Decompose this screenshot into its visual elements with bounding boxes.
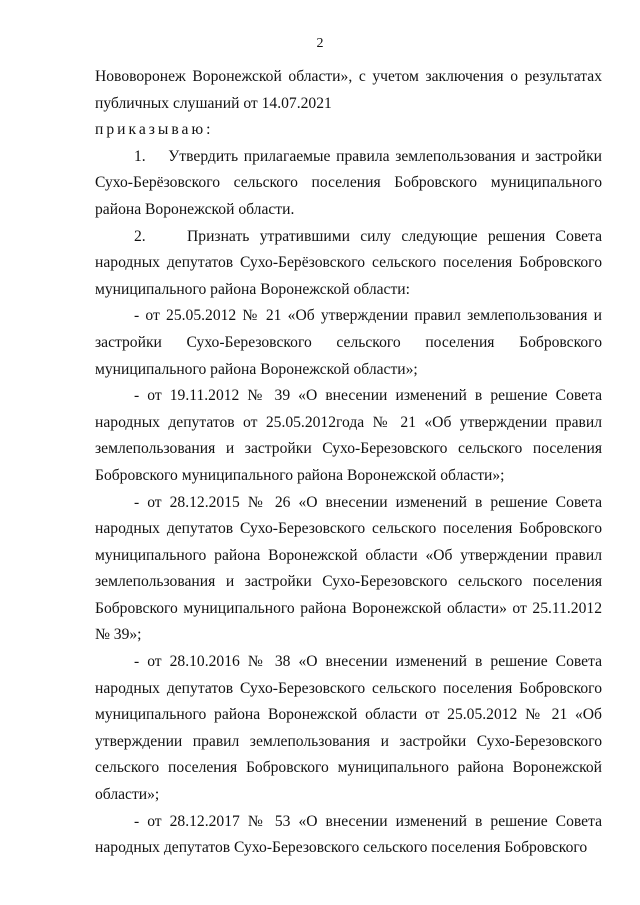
page-number: 2: [316, 36, 324, 51]
repealed-decision-2017-12-28: - от 28.12.2017 № 53 «О внесении изменений в решение Совета народных депутатов Сухо-Березовского сельского поселения Бобровского: [95, 812, 602, 857]
item-2-paragraph: 2. Признать утратившими силу следующие решения Совета народных депутатов Сухо-Берёзовского сельского поселения Бобровского муниципального района Воронежской области:: [95, 227, 602, 298]
order-heading: приказываю:: [95, 121, 214, 139]
repealed-decision-2015-12-28: - от 28.12.2015 № 26 «О внесении изменений в решение Совета народных депутатов Сухо-Березовского сельского поселения Бобровского муниципального района Воронежской области «Об утверждении правил землепользования и застройки Сухо-Березовского сельского поселения Бобровского муниципального района Воронежской области» от 25.11.2012 № 39»;: [95, 493, 602, 644]
document-body: [95, 64, 602, 862]
item-1-paragraph: 1. Утвердить прилагаемые правила землепользования и застройки Сухо-Берёзовского сельского поселения Бобровского муниципального района Воронежской области.: [95, 147, 602, 218]
repealed-decision-2016-10-28: - от 28.10.2016 № 38 «О внесении изменений в решение Совета народных депутатов Сухо-Березовского сельского поселения Бобровского муниципального района Воронежской области от 25.05.2012 № 21 «Об утверждении правил землепользования и застройки Сухо-Березовского сельского поселения Бобровского муниципального района Воронежской области»;: [95, 653, 602, 804]
repealed-decision-2012-11-19: - от 19.11.2012 № 39 «О внесении изменений в решение Совета народных депутатов от 25.05.2012года № 21 «Об утверждении правил землепользования и застройки Сухо-Березовского сельского поселения Бобровского муниципального района Воронежской области»;: [95, 387, 602, 484]
repealed-decision-2012-05-25: - от 25.05.2012 № 21 «Об утверждении правил землепользования и застройки Сухо-Березовского сельского поселения Бобровского муниципального района Воронежской области»;: [95, 307, 602, 378]
intro-paragraph: Нововоронеж Воронежской области», с учетом заключения о результатах публичных слушаний от 14.07.2021: [95, 68, 602, 112]
